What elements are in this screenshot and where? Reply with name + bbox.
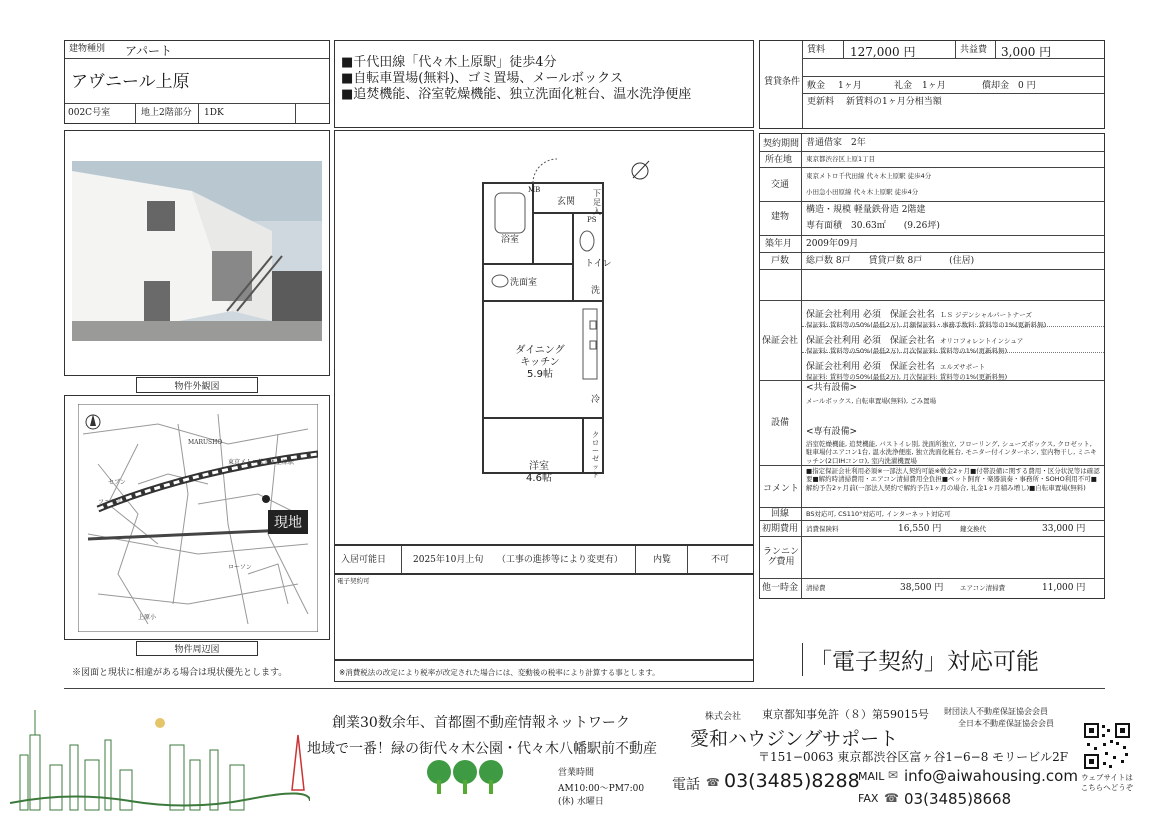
slogan-1: 創業30数余年、首都圏不動産情報ネットワーク: [332, 715, 630, 731]
note-left: ※図面と現状に相違がある場合は現状優先とします。: [72, 668, 288, 678]
guarantee-3: 保証会社利用 必須 保証会社名 エルズサポート 保証料: 賃料等の50%(最低2万), 月次保証料: 賃料等の1%(更新料無): [806, 362, 1008, 381]
common-value: 3,000 円: [1001, 45, 1052, 59]
renewal-label: 更新料: [807, 97, 835, 107]
amortization-label: 償却金: [982, 81, 1010, 91]
association-2: 全日本不動産保証協会会員: [958, 719, 1054, 728]
mail-icon: ✉: [888, 768, 899, 782]
room-shitabako: 下足入: [593, 189, 601, 217]
address-value: 東京都渋谷区上原1丁目: [806, 155, 876, 163]
license: 東京都知事免許（８）第59015号: [762, 708, 929, 721]
highlight-3: ■追焚機能、浴室乾燥機能、独立洗面化粧台、温水洗浄便座: [341, 87, 692, 102]
shared-equipment: メールボックス, 自転車置場(無料), ごみ置場: [806, 397, 937, 405]
initial-1-value: 16,550 円: [898, 524, 942, 534]
common-label: 共益費: [960, 45, 988, 55]
company-address: 〒151−0063 東京都渋谷区富ヶ谷1−6−8 モリービル2F: [758, 750, 1069, 764]
guarantee-1: 保証会社利用 必須 保証会社名 ＬＳ ジデンシャルパートナーズ 保証料: 賃料等の50%(最低2万), 月額保証料・事務手数料: 賃料等の1%(更新料無): [806, 310, 1047, 329]
equipment-label: 設備: [771, 418, 790, 428]
property-type: アパート: [125, 44, 173, 58]
room-washer: 洗: [591, 286, 601, 296]
terms-label: 賃貸条件: [764, 77, 801, 87]
movein-row: [334, 545, 754, 574]
room-number: 002C号室: [68, 108, 111, 118]
key-money-label: 礼金: [894, 81, 913, 91]
fax-label: FAX: [858, 792, 879, 805]
photo-caption: 物件外観図: [136, 377, 258, 393]
private-title: <専有設備>: [806, 427, 858, 437]
exterior-photo-frame: [64, 130, 330, 376]
floor: 地上2階部分: [141, 108, 192, 118]
site-marker: 現地: [268, 510, 308, 534]
onetime-1-value: 38,500 円: [900, 583, 944, 593]
room-toilet: トイレ: [585, 259, 612, 269]
guarantee-2: 保証会社利用 必須 保証会社名 オリコフォレントインシュア 保証料: 賃料等の50%(最低2万), 月次保証料: 賃料等の1%(更新料無): [806, 336, 1024, 355]
renewal-value: 新賃料の1ヶ月分相当額: [846, 97, 942, 107]
property-type-label: 建物種別: [69, 44, 106, 54]
svg-text:ファミリー: ファミリー: [98, 499, 128, 506]
econtract-banner: 「電子契約」対応可能: [802, 643, 1039, 676]
area: 専有面積 30.63㎡ (9.26坪): [806, 221, 940, 231]
built-value: 2009年09月: [806, 239, 859, 249]
phone-icon: ☎: [706, 776, 720, 789]
comment-value: ■指定保証会社利用必須※一部法人契約可能※敷金2ヶ月■付帯設備に関する費用・区分状況等は確認要■解約時清掃費用・エアコン清掃費用全負担■ペット飼育・楽器演奏・事務所・SOHO利用不可■解約予告2ヶ月前(一部法人契約で解約予告1ヶ月の場合, 礼金1ヶ月積み増し)■自転車置場(無料): [806, 467, 1100, 492]
floorplan-frame: [334, 130, 754, 545]
mail-value[interactable]: info@aiwahousing.com: [904, 767, 1078, 785]
mail-label: MAIL: [858, 770, 885, 783]
running-label: ランニング費用: [762, 547, 799, 568]
company-name: 愛和ハウジングサポート: [690, 728, 899, 750]
onetime-2-value: 11,000 円: [1042, 583, 1086, 593]
movein-value: 2025年10月上旬 （工事の進捗等により変更有）: [413, 555, 623, 565]
key-money-value: 1ヶ月: [922, 81, 946, 91]
association-1: 財団法人不動産保証協会会員: [944, 707, 1048, 716]
viewing-value: 不可: [711, 555, 730, 565]
svg-text:セブン: セブン: [108, 479, 126, 486]
comment-label: コメント: [763, 484, 800, 494]
built-label: 築年月: [765, 239, 793, 249]
onetime-label: 他一時金: [762, 583, 799, 593]
contract-label: 契約期間: [763, 139, 800, 149]
room-ps: PS: [587, 216, 597, 224]
contract-value: 普通借家 2年: [806, 138, 866, 148]
room-closet: クローゼット: [592, 431, 599, 480]
svg-text:MARUSHO: MARUSHO: [188, 439, 223, 446]
shared-title: <共有設備>: [806, 383, 858, 393]
highlight-1: ■千代田線「代々木上原駅」徒歩4分: [341, 55, 557, 70]
room-bath: 浴室: [501, 235, 520, 245]
company-prefix: 株式会社: [705, 712, 742, 722]
fax-icon: ☎: [884, 791, 899, 805]
econtract-note: 電子契約可: [337, 577, 370, 585]
address-label: 所在地: [765, 155, 793, 165]
line-label: 回線: [771, 509, 790, 519]
qr-code-icon[interactable]: [1083, 722, 1131, 770]
skyline-illustration: [10, 705, 310, 815]
tree-icons: [425, 758, 505, 796]
property-header: [64, 40, 330, 124]
layout: 1DK: [204, 108, 224, 118]
units-label: 戸数: [771, 256, 790, 266]
transport-label: 交通: [771, 180, 790, 190]
initial-label: 初期費用: [762, 524, 799, 534]
holiday: (休) 水曜日: [558, 797, 604, 807]
tax-note: ※消費税法の改定により税率が改定された場合には、変動後の税率により計算する事とします。: [334, 660, 754, 682]
onetime-1-label: 清掃費: [806, 584, 826, 592]
highlight-2: ■自転車置場(無料)、ゴミ置場、メールボックス: [341, 71, 624, 86]
exterior-photo: [72, 161, 322, 341]
rent-label: 賃料: [807, 45, 826, 55]
fax-value[interactable]: 03(3485)8668: [904, 790, 1012, 808]
viewing-label: 内覧: [653, 555, 672, 565]
movein-label: 入居可能日: [341, 555, 387, 565]
units-value: 総戸数 8戸 賃貸戸数 8戸 (住居): [806, 256, 975, 266]
tel-value[interactable]: 03(3485)8288: [724, 770, 860, 792]
onetime-2-label: エアコン清掃費: [960, 584, 1006, 592]
rental-terms: [759, 40, 1105, 129]
map-caption: 物件周辺図: [136, 641, 258, 656]
remarks-box: [334, 574, 754, 660]
initial-1-label: 消費保険料: [806, 525, 839, 533]
highlights-box: [334, 40, 754, 128]
area-map-frame: [64, 395, 330, 640]
deposit-label: 敷金: [807, 81, 826, 91]
room-dk: ダイニング キッチン 5.9帖: [515, 345, 565, 380]
slogan-2: 地域で一番！緑の街代々木公園・代々木八幡駅前不動産: [307, 741, 657, 757]
room-yoshitsu: 洋室 4.6帖: [526, 461, 552, 484]
svg-text:東京メトロ代々木上原駅: 東京メトロ代々木上原駅: [228, 459, 295, 466]
deposit-value: 1ヶ月: [838, 81, 862, 91]
transport-2: 小田急小田原線 代々木上原駅 徒歩4分: [806, 188, 919, 196]
rent-value: 127,000 円: [850, 45, 916, 59]
svg-text:ローソン: ローソン: [228, 564, 252, 571]
detail-table: [759, 133, 1105, 599]
guarantee-label: 保証会社: [762, 336, 799, 346]
qr-caption: ウェブサイトは こちらへどうぞ: [1080, 773, 1134, 792]
line-value: BS対応可, CS110°対応可, インターネット対応可: [806, 510, 951, 518]
tel-label: 電話: [672, 777, 700, 793]
room-washroom: 洗面室: [510, 278, 538, 288]
room-mb: MB: [528, 186, 541, 194]
room-genkan: 玄関: [557, 197, 576, 207]
hours-label: 営業時間: [558, 768, 595, 778]
room-refrig: 冷: [591, 395, 601, 405]
building-label: 建物: [771, 212, 790, 222]
private-equipment: 浴室乾燥機能, 追焚機能, バストイレ別, 洗面所独立, フローリング, シューズボックス, クロゼット, 駐車場付エアコン1台, 温水洗浄便座, 独立洗面化粧台, モニター付インターホン, 室内物干し, ミニキッチン(2口IHコンロ), 室内洗濯機置場: [806, 440, 1097, 465]
amortization-value: 0 円: [1018, 81, 1036, 91]
hours-value: AM10:00〜PM7:00: [558, 784, 645, 794]
transport-1: 東京メトロ千代田線 代々木上原駅 徒歩4分: [806, 172, 932, 180]
svg-text:上原小: 上原小: [138, 614, 157, 621]
property-name: アヴニール上原: [71, 72, 190, 92]
structure: 構造・規模 軽量鉄骨造 2階建: [806, 205, 926, 215]
initial-2-value: 33,000 円: [1042, 524, 1086, 534]
initial-2-label: 鍵交換代: [960, 525, 986, 533]
